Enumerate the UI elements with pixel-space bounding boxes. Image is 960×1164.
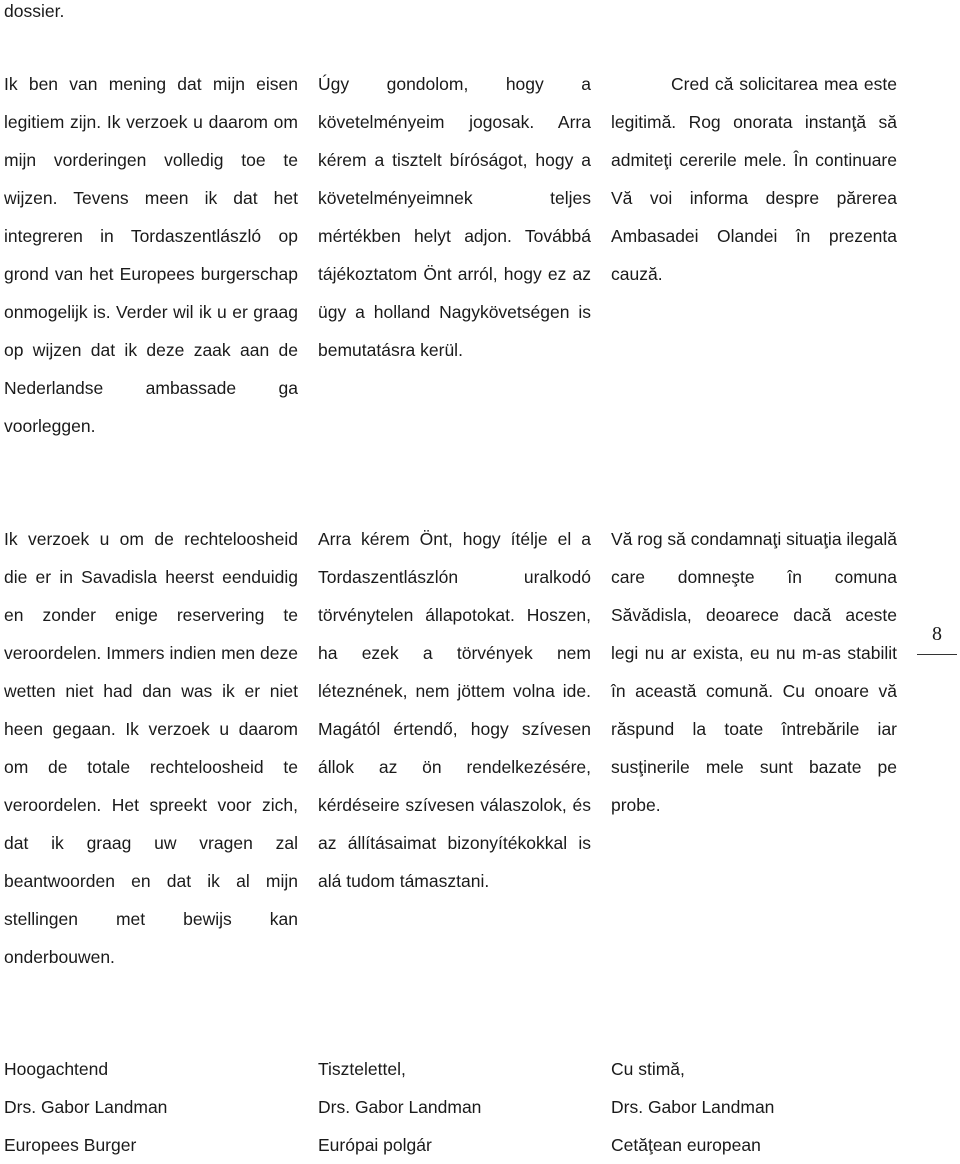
section2-romanian-paragraph: Vă rog să condamnaţi situaţia ilegală care domneşte în comuna Săvădisla, deoarece dacă aceste legi nu ar exista, eu nu m-as stabilit în această comună. Cu onoare vă răspund la toate întrebările iar susţinerile mele sunt bazate pe probe. bbox=[611, 529, 898, 815]
closing-signer-name: Drs. Gabor Landman bbox=[4, 1097, 168, 1117]
section1-hungarian-paragraph: Úgy gondolom, hogy a követelményeim jogosak. Arra kérem a tisztelt bíróságot, hogy a követelményeimnek teljes mértékben helyt adjon. Továbbá tájékoztatom Önt arról, hogy ez az ügy a holland Nagykövetségen is bemutatásra kerül. bbox=[318, 74, 591, 360]
closing-signer-title: Európai polgár bbox=[318, 1135, 432, 1155]
previous-page-fragment: dossier. bbox=[4, 1, 65, 21]
closing-signer-name: Drs. Gabor Landman bbox=[611, 1097, 775, 1117]
closing-signer-title: Europees Burger bbox=[4, 1135, 137, 1155]
closing-signer-title: Cetăţean european bbox=[611, 1135, 761, 1155]
closing-greeting: Cu stimă, bbox=[611, 1059, 685, 1079]
section1-dutch-paragraph: Ik ben van mening dat mijn eisen legitiem zijn. Ik verzoek u daarom om mijn vorderingen volledig toe te wijzen. Tevens meen ik dat het integreren in Tordaszentlászló op grond van het Europees burgerschap onmogelijk is. Verder wil ik u er graag op wijzen dat ik deze zaak aan de Nederlandse ambassade ga voorleggen. bbox=[4, 74, 298, 436]
closing-hungarian bbox=[318, 1050, 481, 1164]
closing-romanian bbox=[611, 1050, 774, 1164]
section2-hungarian-paragraph: Arra kérem Önt, hogy ítélje el a Tordaszentlászlón uralkodó törvénytelen állapotokat. Hoszen, ha ezek a törvények nem léteznének, nem jöttem volna ide. Magától értendő, hogy szívesen állok az ön rendelkezésére, kérdéseire szívesen válaszolok, és az állításaimat bizonyítékokkal is alá tudom támasztani. bbox=[318, 529, 591, 891]
closing-greeting: Tisztelettel, bbox=[318, 1059, 406, 1079]
closing-signer-name: Drs. Gabor Landman bbox=[318, 1097, 482, 1117]
page-number-rule bbox=[917, 654, 957, 655]
closing-greeting: Hoogachtend bbox=[4, 1059, 109, 1079]
section1-romanian-paragraph: Cred că solicitarea mea este legitimă. Rog onorata instanţă să admiteţi cererile mele. În continuare Vă voi informa despre părerea Ambasadei Olandei în prezenta cauză. bbox=[611, 74, 897, 284]
closing-dutch bbox=[4, 1050, 167, 1164]
section2-dutch-paragraph: Ik verzoek u om de rechteloosheid die er in Savadisla heerst eenduidig en zonder enige reservering te veroordelen. Immers indien men deze wetten niet had dan was ik er niet heen gegaan. Ik verzoek u daarom om de totale rechteloosheid te veroordelen. Het spreekt voor zich, dat ik graag uw vragen zal beantwoorden en dat ik al mijn stellingen met bewijs kan onderbouwen. bbox=[4, 529, 298, 967]
page-number: 8 bbox=[932, 623, 942, 645]
